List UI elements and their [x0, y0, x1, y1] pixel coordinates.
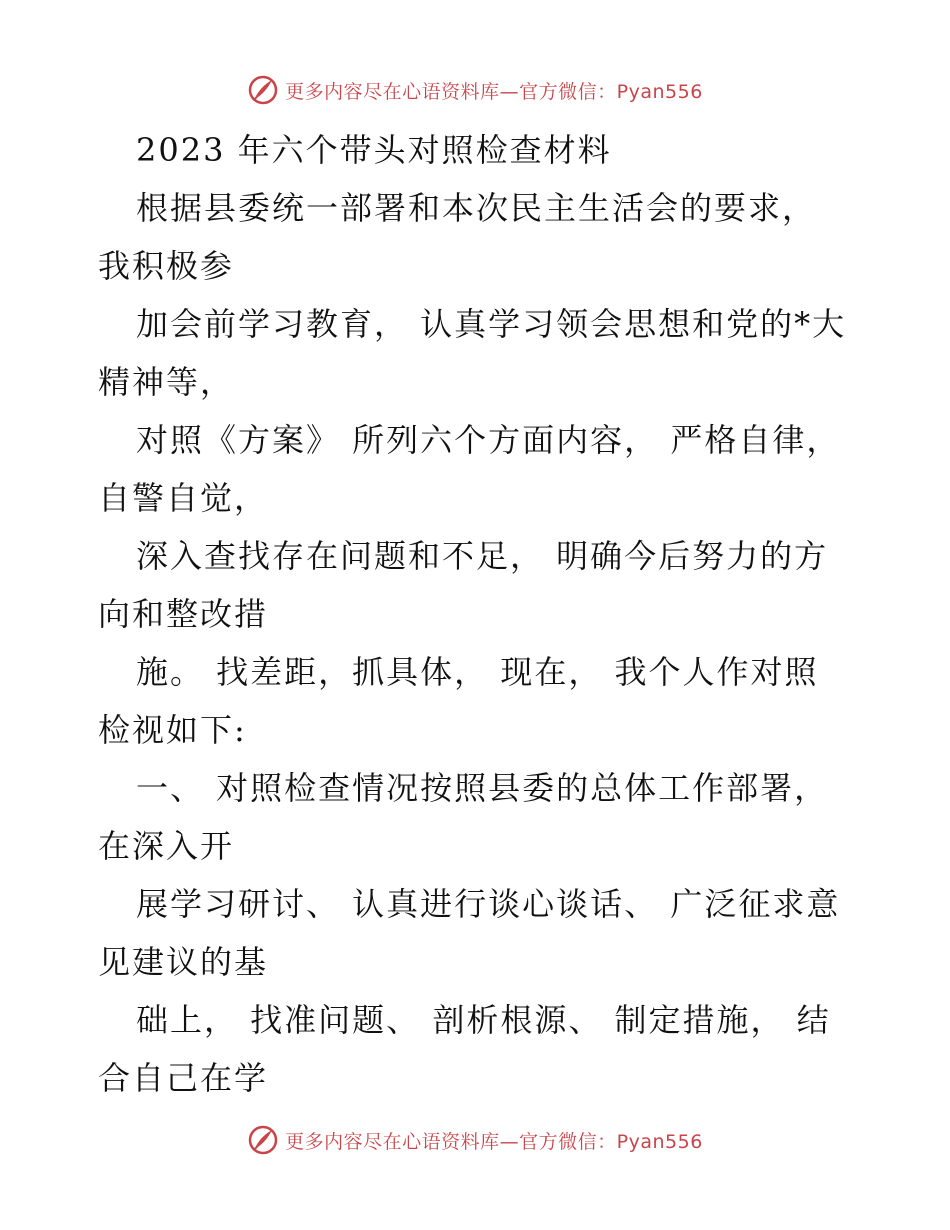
- text-line: 我积极参: [98, 247, 235, 285]
- text-line: 对照《方案》 所列六个方面内容， 严格自律，: [136, 421, 841, 459]
- header-banner: [0, 70, 950, 110]
- quill-circle-logo-icon: [247, 74, 279, 106]
- text-line: 检视如下:: [98, 711, 247, 749]
- quill-circle-logo-icon: [247, 1124, 279, 1156]
- text-line: 向和整改措: [98, 595, 269, 633]
- footer-banner-text: 更多内容尽在心语资料库—官方微信：Pyan556: [285, 1130, 703, 1153]
- text-line: 合自己在学: [98, 1059, 269, 1097]
- text-line: 在深入开: [98, 827, 235, 865]
- text-line: 展学习研讨、 认真进行谈心谈话、 广泛征求意: [136, 885, 841, 923]
- text-line: 施。 找差距，抓具体， 现在， 我个人作对照: [136, 653, 819, 691]
- text-line: 加会前学习教育， 认真学习领会思想和党的*大: [136, 305, 847, 343]
- footer-banner: [0, 1120, 950, 1160]
- text-line: 精神等，: [98, 363, 235, 401]
- document-body: [98, 121, 858, 1107]
- text-line: 自警自觉，: [98, 479, 269, 517]
- text-line: 见建议的基: [98, 943, 269, 981]
- document-title: 2023 年六个带头对照检查材料: [136, 131, 612, 169]
- header-banner-text: 更多内容尽在心语资料库—官方微信：Pyan556: [285, 80, 703, 103]
- text-line: 深入查找存在问题和不足， 明确今后努力的方: [136, 537, 829, 575]
- text-line: 础上， 找准问题、 剖析根源、 制定措施， 结: [136, 1001, 831, 1039]
- section-heading-line: 一、 对照检查情况按照县委的总体工作部署，: [136, 769, 829, 807]
- text-line: 根据县委统一部署和本次民主生活会的要求，: [136, 189, 817, 227]
